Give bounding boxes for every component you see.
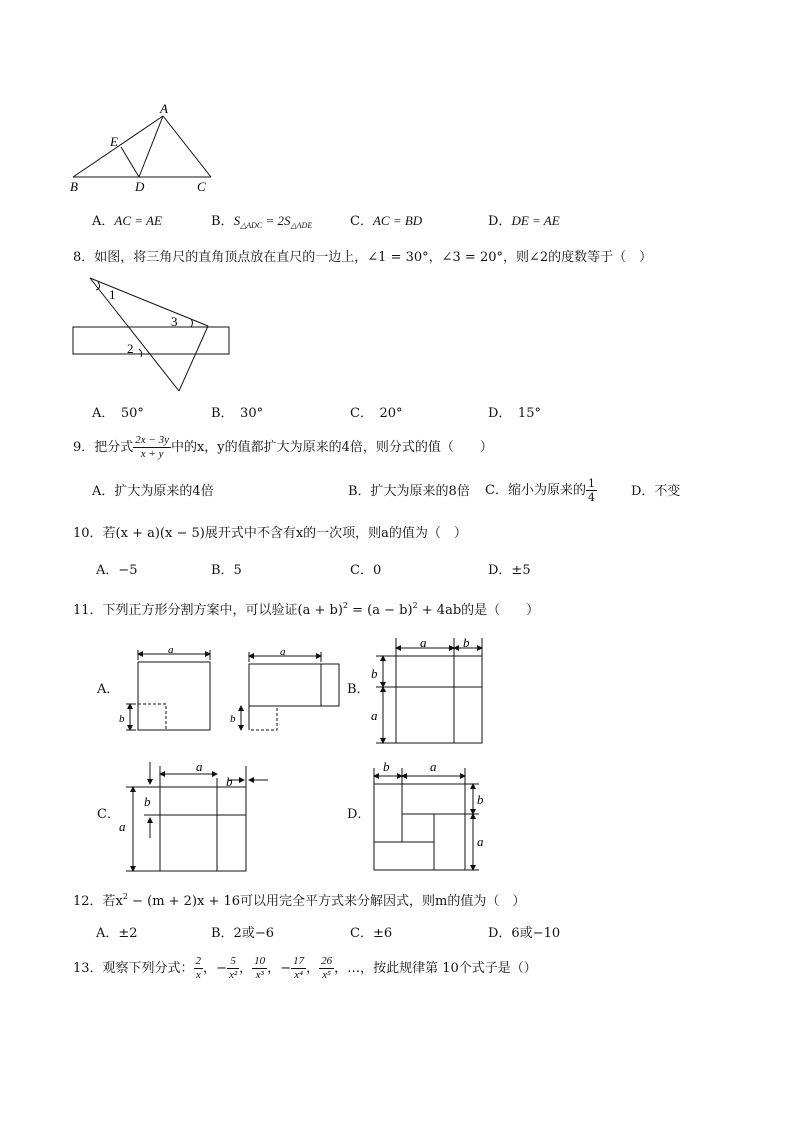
q11-option-d-figure [366,756,496,874]
dim-a-label: a [371,708,378,723]
q11-stem-text: = (a − b) [348,603,413,618]
superscript: 2 [342,601,349,610]
dim-b-label: b [119,713,125,725]
label-c: C [197,179,206,194]
q9-prefix: 9．把分式 [73,440,134,455]
q11-option-a-figure [118,642,333,738]
option-letter: C． [350,214,373,229]
angle-3-label: 3 [171,314,178,329]
fraction-numerator: 2 [195,955,202,967]
fraction-denominator: x⁵ [322,969,331,981]
q13-term-5 [319,955,334,982]
dim-a-label: a [168,644,174,656]
option-letter: D． [488,214,512,229]
option-text: S [233,213,241,228]
fraction-numerator: 26 [321,955,333,967]
q10-option-d[interactable]: D．±5 [488,563,531,578]
q12-option-c[interactable]: C．±6 [350,926,393,941]
option-text: = 2S [262,213,291,228]
dim-b-label: b [383,759,390,774]
label-d: D [135,179,145,194]
q7-option-a[interactable] [92,213,162,230]
q9-stem [73,433,493,463]
q13-stem: 13．观察下列分式： $\frac{2}{x}$ ，− $\frac{5}{\text{x²}}$ ， $\frac{10}{\text{x³}}$ ，− $\frac{17}{\text{x⁴}}$ ， $\frac{26}{\text{x⁵}}$ ，…，按此规律第 10个式子是（） [73,955,537,981]
fraction-denominator: x [195,969,201,981]
q8-option-c[interactable]: C． 20° [350,406,403,421]
q9-option-c[interactable] [485,476,597,506]
fraction-denominator: x³ [255,969,264,981]
q12-stem-text: − (m + 2)x + 16可以用完全平方式来分解因式，则m的值为（ ） [127,894,526,909]
fraction-denominator: x² [228,969,238,981]
q11-stem-text: 11．下列正方形分割方案中，可以验证(a + b) [73,603,343,618]
dim-b-label: b [230,713,236,725]
dim-a-label: a [420,635,427,650]
q11-stem [73,598,539,619]
label-b: B [70,179,78,194]
q8-stem: 8．如图，将三角尺的直角顶点放在直尺的一边上，∠1 = 30°，∠3 = 20°，则∠2的度数等于（ ） [73,250,653,265]
q12-stem [73,889,525,910]
superscript: 2 [122,892,128,901]
q12-stem-text: 12．若x [73,894,123,909]
q8-option-a[interactable]: A． 50° [92,406,144,421]
dim-a-label: a [477,834,484,849]
q8-option-b[interactable]: B． 30° [211,406,264,421]
angle-2-label: 2 [127,341,134,356]
q8-option-d[interactable]: D． 15° [488,406,541,421]
q10-option-c[interactable]: C．0 [350,563,382,578]
option-letter: A． [92,214,115,229]
term-sign: − [280,961,292,976]
q10-option-b[interactable]: B．5 [211,563,242,578]
q12-option-a[interactable]: A．±2 [96,926,138,941]
fraction-denominator: x + y [140,448,164,460]
option-letter: B． [211,214,234,229]
q11-option-b-label[interactable]: B． [347,682,370,697]
q13-term-4 [291,955,306,982]
q7-option-b[interactable] [211,213,312,234]
q12-option-b[interactable]: B．2或−6 [211,926,274,941]
fraction-numerator: 5 [227,955,239,969]
angle-1-label: 1 [109,287,116,302]
q11-option-c-label[interactable]: C． [97,807,120,822]
option-text: DE = AE [511,213,560,228]
label-e: E [110,134,118,149]
dim-a-label: a [280,646,286,658]
term-sign: − [216,961,227,976]
q9-suffix: 中的x，y的值都扩大为原来的4倍，则分式的值（ ） [170,440,493,455]
q13-prefix: 13．观察下列分式： [73,961,194,976]
dim-a-label: a [119,819,126,834]
dim-b-label: b [463,635,470,650]
q9-option-a[interactable]: A．扩大为原来的4倍 [92,484,214,499]
option-subscript: △ADC [240,221,263,230]
q13-term-3 [252,955,267,982]
dim-b-label: b [226,774,233,789]
dim-b-label: b [477,792,484,807]
dim-b-label: b [371,666,378,681]
q7-option-c[interactable] [350,213,422,230]
option-text: AC = AE [114,213,162,228]
q11-option-a-label[interactable]: A． [97,682,120,697]
triangle-abd-figure [60,98,230,194]
q11-option-d-label[interactable]: D． [347,807,371,822]
q13-suffix: ，…，按此规律第 10个式子是（） [334,961,537,976]
q10-stem: 10．若(x + a)(x − 5)展开式中不含有x的一次项，则a的值为（ ） [73,526,467,541]
fraction-numerator: 2x − 3y [135,434,169,446]
q12-option-d[interactable]: D．6或−10 [488,926,561,941]
option-subscript: △ADE [290,221,313,230]
dim-a-label: a [430,759,437,774]
q11-stem-text: + 4ab的是（ ） [417,603,540,618]
fraction-numerator: 1 [587,477,595,490]
fraction-denominator: 4 [587,491,595,504]
q11-option-b-figure [366,634,490,746]
q13-term-1 [194,955,204,982]
fraction-denominator: x⁴ [294,969,303,981]
q13-term-2 [227,955,239,982]
q7-option-d[interactable] [488,213,560,230]
fraction-numerator: 10 [254,955,266,967]
q9-fraction [133,434,171,461]
ruler-triangle-figure [68,274,238,398]
label-a: A [160,101,168,116]
q9-option-d[interactable]: D．不变 [631,484,681,499]
q10-option-a[interactable]: A．−5 [96,563,138,578]
option-text: C．缩小为原来的 [485,483,586,498]
dim-a-label: a [196,759,203,774]
q11-option-c-figure [116,756,272,874]
fraction-numerator: 17 [293,955,305,967]
q9-option-b[interactable]: B．扩大为原来的8倍 [348,484,470,499]
option-fraction [586,477,597,504]
option-text: AC = BD [372,213,423,228]
q11-option-a-extension [318,662,342,708]
superscript: 2 [412,601,418,610]
dim-b-label: b [144,794,151,809]
